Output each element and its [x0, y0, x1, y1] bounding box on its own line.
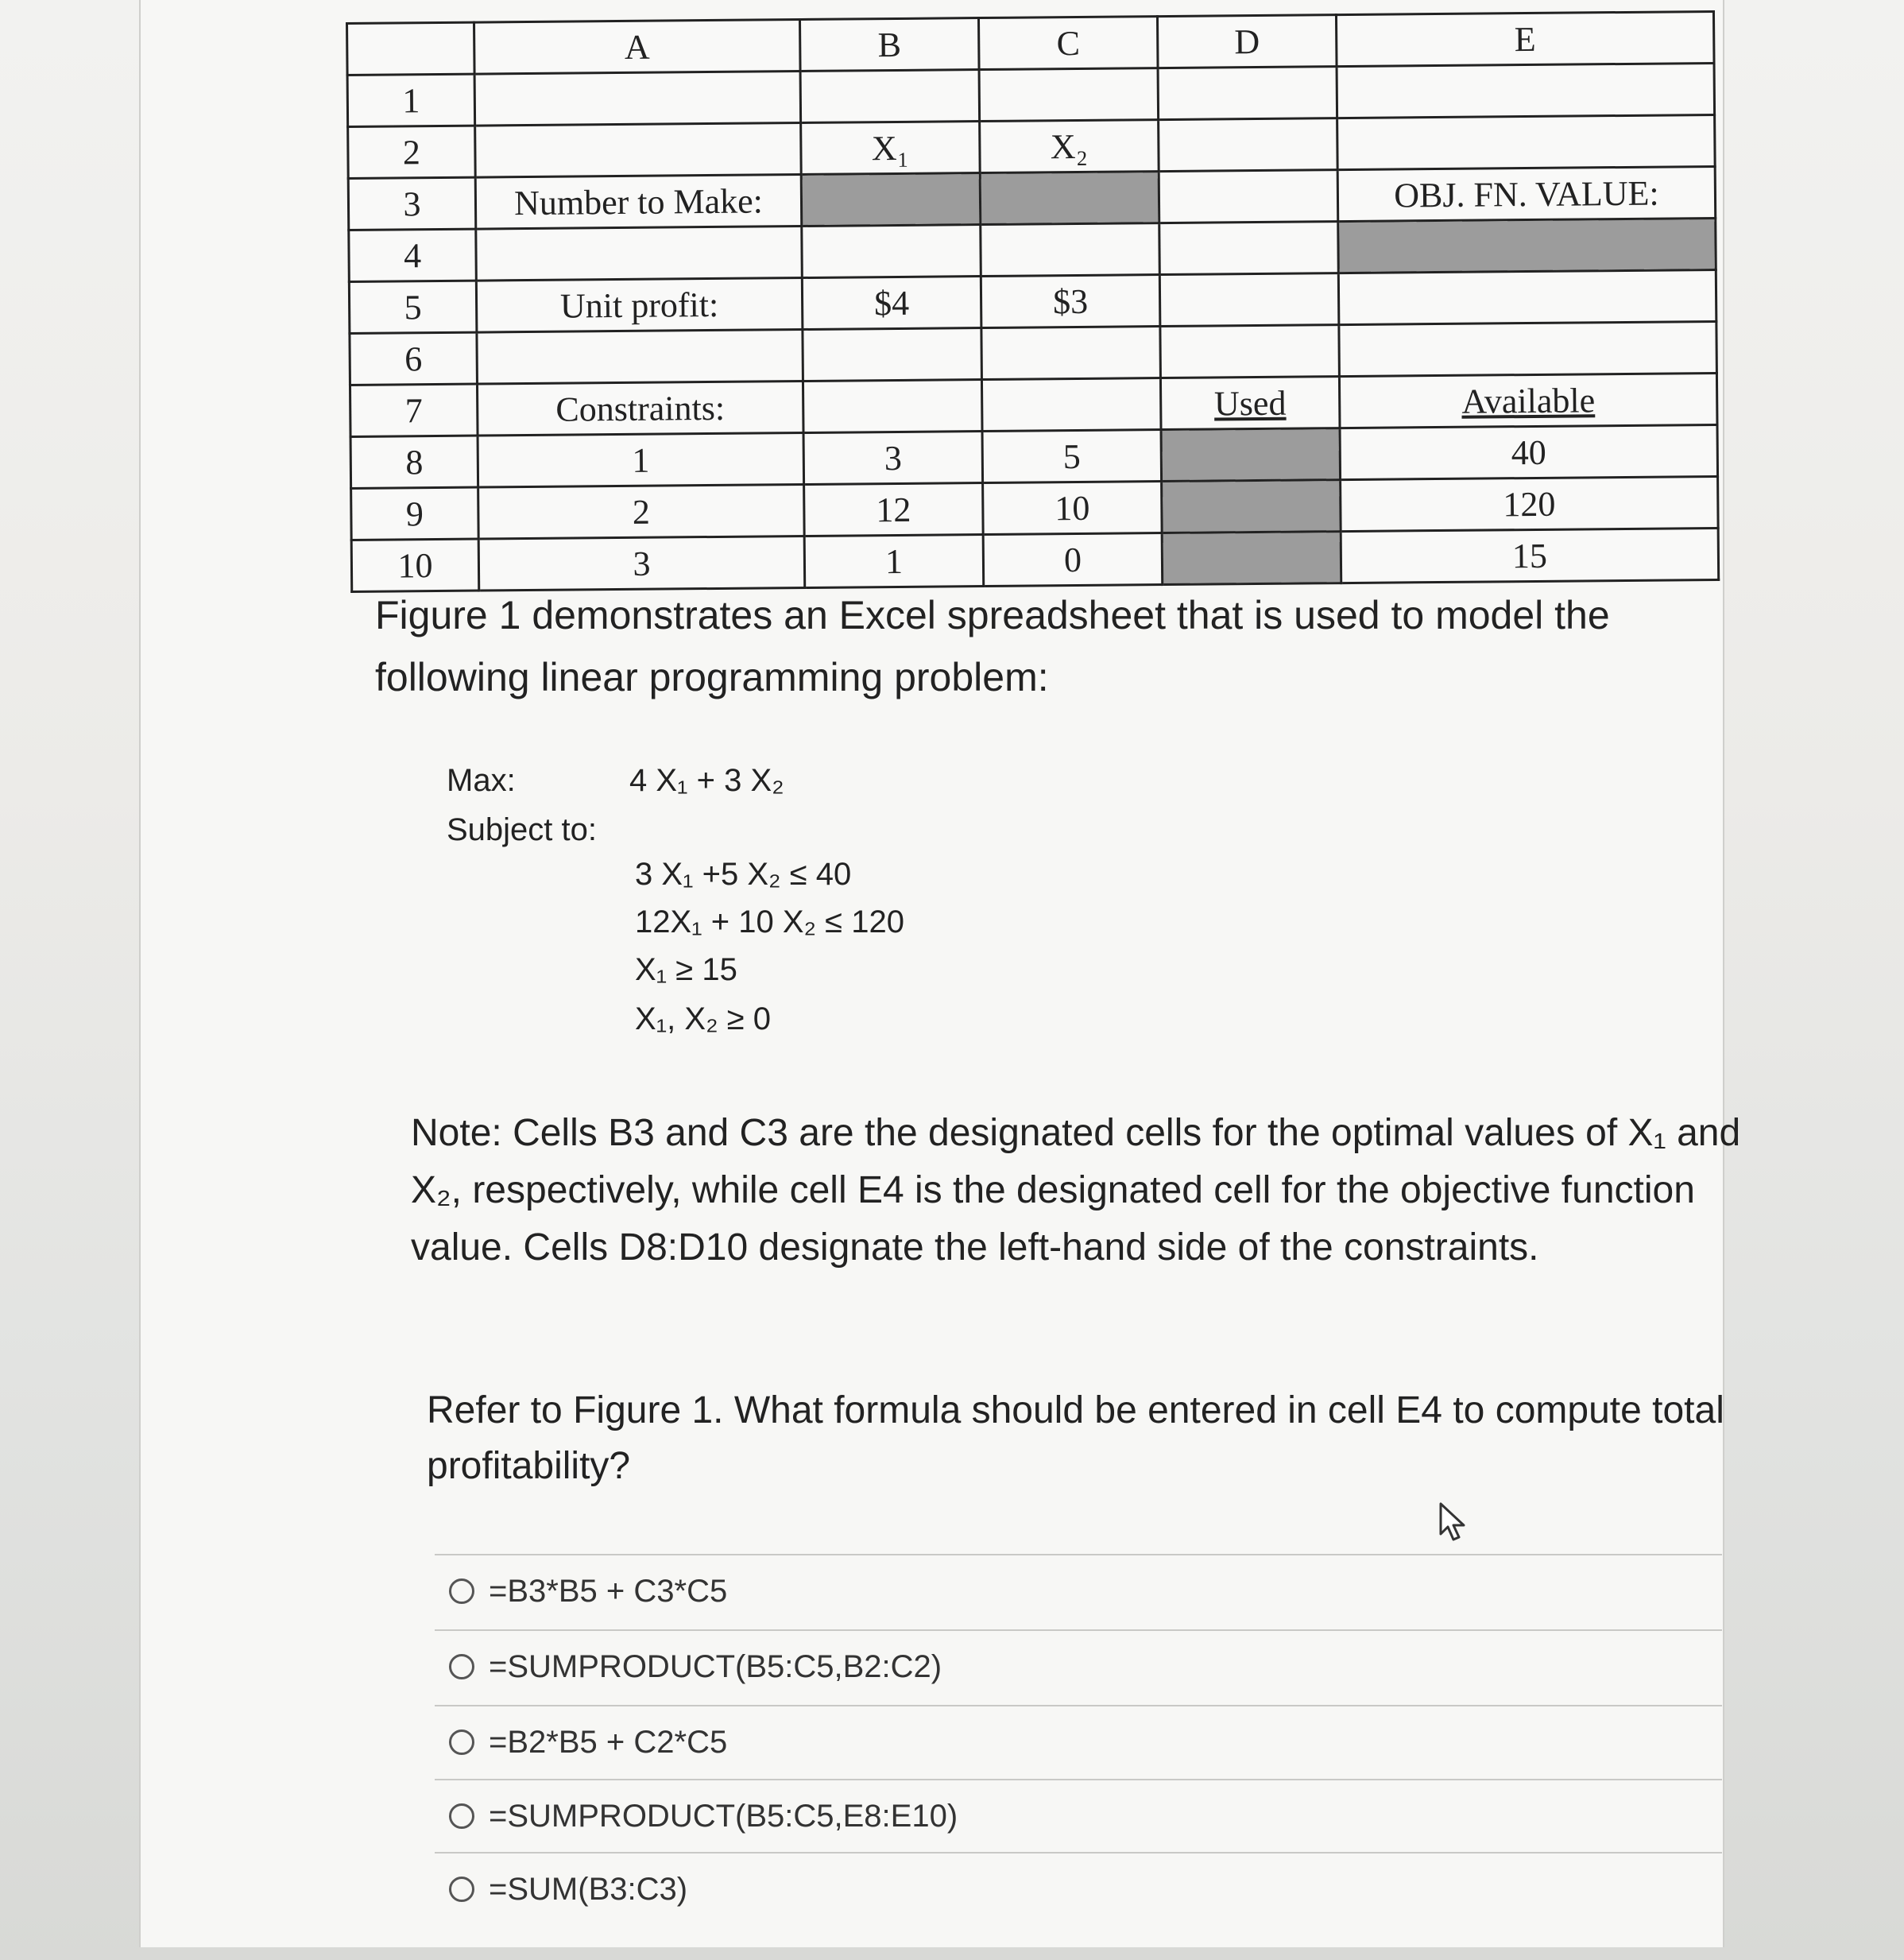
cell-c5: $3: [981, 275, 1160, 328]
cell-d3: [1159, 170, 1338, 223]
answer-option[interactable]: [435, 1554, 1722, 1627]
cell-e1: [1337, 63, 1715, 118]
row-header: 9: [351, 487, 479, 540]
row-header: 6: [350, 332, 478, 385]
cell-b6: [803, 328, 982, 382]
cell-d8: [1161, 428, 1341, 482]
cell-c9: 10: [983, 482, 1163, 535]
cell-b2: X₁: [801, 122, 981, 175]
max-label: Max:: [447, 763, 516, 798]
cell-d7: Used: [1160, 377, 1340, 430]
column-header: A: [474, 20, 801, 75]
row-header: 7: [350, 384, 478, 436]
cell-e9: 120: [1341, 476, 1719, 531]
cell-c1: [979, 68, 1159, 122]
cell-b1: [800, 70, 980, 123]
row-header: 3: [348, 177, 476, 230]
column-header: B: [799, 18, 979, 72]
constraint-4: X₁, X₂ ≥ 0: [635, 1001, 772, 1036]
cell-e5: [1338, 269, 1716, 324]
cell-e2: [1337, 114, 1716, 169]
answer-option[interactable]: [435, 1779, 1722, 1852]
cell-c2: X₂: [980, 120, 1159, 173]
row-header: 10: [351, 539, 479, 591]
cell-d9: [1162, 480, 1341, 533]
cell-c6: [981, 327, 1161, 380]
answer-option[interactable]: [435, 1852, 1722, 1925]
column-header: C: [978, 17, 1158, 70]
cell-c8: 5: [982, 430, 1162, 483]
cell-a5: Unit profit:: [476, 278, 803, 333]
cell-a4: [476, 227, 803, 281]
cell-c10: 0: [983, 533, 1163, 587]
option-label: =B3*B5 + C3*C5: [489, 1573, 728, 1609]
cell-d6: [1160, 325, 1340, 378]
cell-a7: Constraints:: [477, 381, 803, 436]
corner-cell: [347, 22, 475, 75]
cell-c3: [980, 172, 1159, 225]
cell-e7: Available: [1339, 373, 1717, 428]
cell-a2: [475, 123, 802, 178]
cell-e3: OBJ. FN. VALUE:: [1337, 166, 1716, 221]
answer-option[interactable]: [435, 1705, 1722, 1778]
constraint-2: 12X₁ + 10 X₂ ≤ 120: [635, 904, 904, 939]
cell-a9: 2: [478, 484, 805, 539]
cell-d5: [1159, 273, 1339, 327]
cell-a1: [474, 72, 801, 126]
row-header: 4: [349, 229, 477, 281]
constraint-3: X₁ ≥ 15: [635, 952, 737, 987]
quiz-page: [139, 0, 1741, 1947]
column-header: D: [1157, 15, 1337, 68]
option-label: =B2*B5 + C2*C5: [489, 1724, 728, 1760]
radio-button[interactable]: [449, 1877, 474, 1902]
cell-b10: 1: [804, 535, 984, 588]
cell-e10: 15: [1341, 528, 1719, 583]
cell-d2: [1159, 118, 1338, 172]
row-header: 1: [347, 74, 475, 126]
cell-c4: [981, 223, 1160, 277]
option-label: =SUMPRODUCT(B5:C5,B2:C2): [489, 1648, 942, 1684]
cell-d4: [1159, 222, 1339, 275]
subject-to-label: Subject to:: [447, 812, 598, 847]
objective-function: 4 X₁ + 3 X₂: [629, 763, 784, 798]
cell-b7: [803, 380, 982, 433]
sheet-row: [351, 528, 1719, 591]
radio-button[interactable]: [449, 1578, 474, 1604]
column-header: E: [1336, 11, 1714, 66]
mouse-pointer-icon: [1438, 1502, 1469, 1544]
cell-e4: [1338, 218, 1716, 273]
cell-b3: [801, 173, 981, 227]
cell-e6: [1339, 321, 1717, 376]
cell-a3: Number to Make:: [475, 175, 802, 230]
cell-b9: 12: [804, 483, 984, 536]
option-label: =SUM(B3:C3): [489, 1871, 688, 1907]
cell-a8: 1: [478, 432, 804, 487]
answer-option[interactable]: [435, 1629, 1722, 1702]
row-header: 2: [348, 126, 476, 178]
cell-b5: $4: [802, 277, 981, 330]
cell-d10: [1162, 532, 1341, 585]
row-header: 5: [349, 281, 477, 333]
option-label: =SUMPRODUCT(B5:C5,E8:E10): [489, 1798, 958, 1834]
cell-d1: [1158, 67, 1337, 120]
figure-description: Figure 1 demonstrates an Excel spreadsheet that is used to model the following linear programming problem:: [375, 593, 1610, 699]
cell-a6: [477, 329, 803, 384]
row-header: 8: [350, 436, 478, 488]
note-text: Note: Cells B3 and C3 are the designated cells for the optimal values of X₁ and X₂, respectively, while cell E4 is the designated cell for the objective function value. Cells D8:D10 designate the left-hand side of the constraints.: [411, 1112, 1741, 1269]
cell-a10: 3: [478, 536, 805, 591]
cell-e8: 40: [1340, 424, 1718, 479]
cell-c7: [981, 378, 1161, 432]
radio-button[interactable]: [449, 1654, 474, 1679]
radio-button[interactable]: [449, 1730, 474, 1755]
radio-button[interactable]: [449, 1803, 474, 1829]
question-text: Refer to Figure 1. What formula should be entered in cell E4 to compute total profitability?: [427, 1389, 1724, 1487]
cell-b8: 3: [803, 432, 983, 485]
constraint-1: 3 X₁ +5 X₂ ≤ 40: [635, 857, 852, 892]
cell-b4: [802, 225, 981, 278]
spreadsheet-figure: [346, 10, 1720, 593]
